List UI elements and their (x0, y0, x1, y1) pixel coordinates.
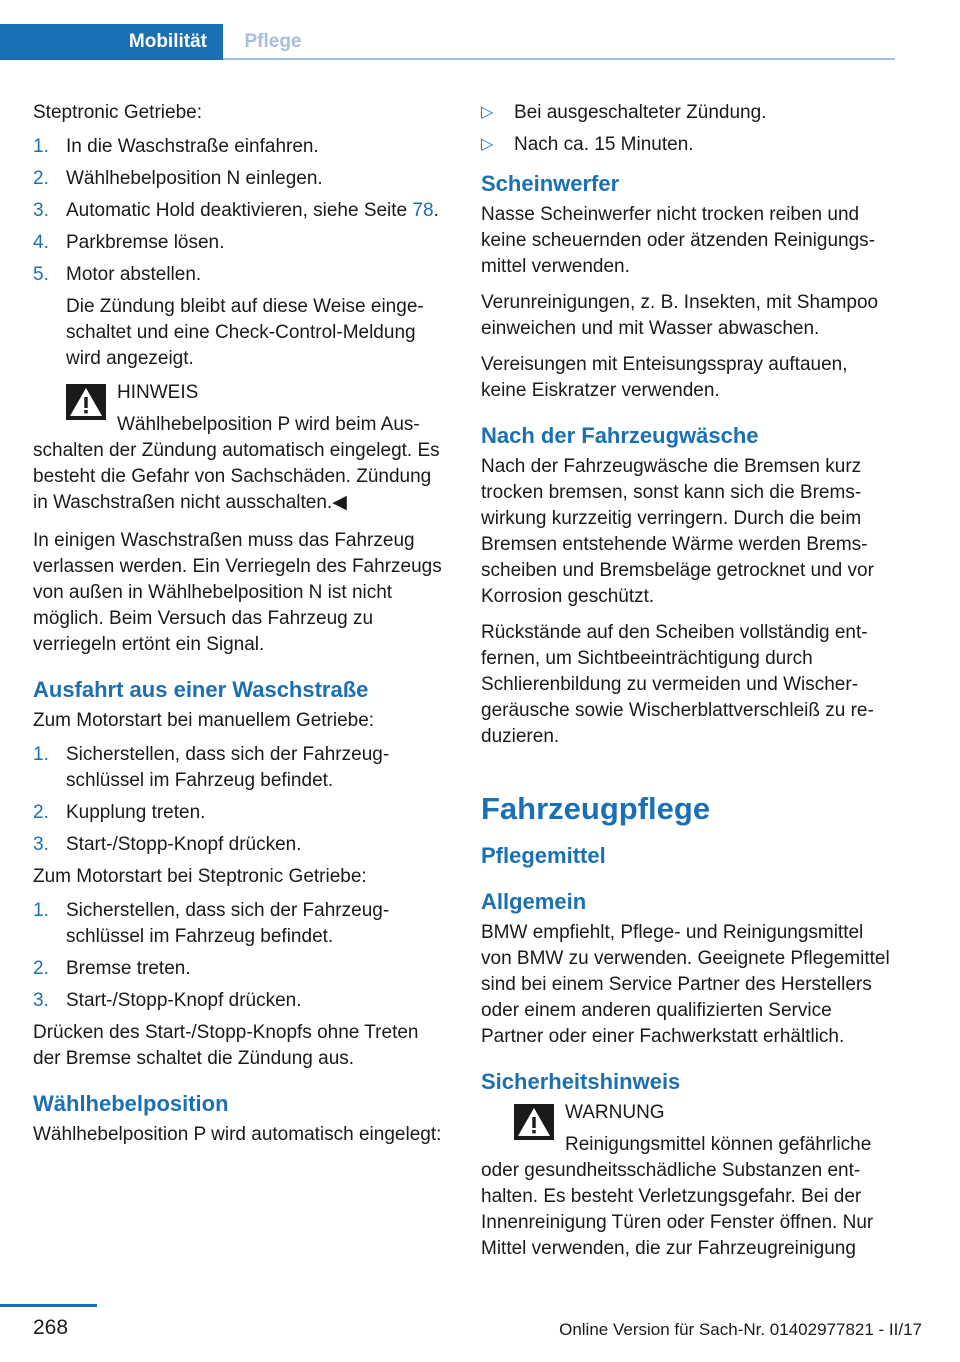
notice-label: HINWEIS (117, 382, 199, 403)
footer-accent-bar (0, 1304, 97, 1307)
step-number: 5. (33, 264, 49, 285)
section-heading-exit: Ausfahrt aus einer Waschstraße (33, 677, 369, 702)
paragraph: Rückstände auf den Scheiben vollständig entfernen, um Sichtbeeinträchtigung durch Schlierenbildung zu vermeiden und Wischergeräusche sowie Wischerblattverschleiß zu reduzieren. (481, 622, 874, 747)
step-text: Bremse treten. (66, 958, 191, 979)
notice-body: Wählhebelposition P wird beim Ausschalten der Zündung automatisch eingelegt. Es besteht die Gefahr von Sachschäden. Zündung in Waschstraßen nicht ausschalten.◀ (33, 414, 440, 513)
list-item (33, 198, 448, 224)
bullet-text: Bei ausgeschalteter Zündung. (514, 102, 767, 123)
step-text: Kupplung treten. (66, 802, 206, 823)
list-item (33, 832, 448, 858)
chapter-tabs (0, 24, 895, 62)
warning-triangle-icon (514, 1104, 554, 1140)
step-text: Automatic Hold deaktivieren, siehe Seite (66, 200, 413, 221)
paragraph: Wählhebelposition P wird automatisch eingelegt: (33, 1124, 442, 1145)
step-text-end: . (433, 200, 439, 221)
list-item (33, 956, 448, 982)
step-number: 1. (33, 136, 49, 157)
step-text: Parkbremse lösen. (66, 232, 225, 253)
section-heading-selector: Wählhebelposition (33, 1091, 229, 1116)
step-number: 2. (33, 958, 49, 979)
section-heading-general: Allgemein (481, 889, 587, 914)
list-item (33, 898, 448, 950)
step-text: Sicherstellen, dass sich der Fahrzeugschlüssel im Fahrzeug befindet. (66, 744, 390, 791)
paragraph: In einigen Waschstraßen muss das Fahrzeug verlassen werden. Ein Verriegeln des Fahrzeugs von außen in Wählhebelposition N ist nicht möglich. Beim Versuch das Fahrzeug zu verriegeln ertönt ein Signal. (33, 530, 442, 655)
list-item (33, 166, 448, 192)
step-note: Die Zündung bleibt auf diese Weise eingeschaltet und eine Check-Control-Meldung wird angezeigt. (66, 296, 424, 369)
list-item (481, 132, 897, 158)
paragraph: Vereisungen mit Enteisungsspray auftauen, keine Eiskratzer verwenden. (481, 354, 848, 401)
hinweis-notice (33, 380, 448, 516)
left-column (33, 100, 448, 1158)
section-heading-care-products: Pflegemittel (481, 843, 606, 868)
list-item (33, 262, 448, 372)
list-item (33, 800, 448, 826)
step-number: 3. (33, 834, 49, 855)
steptronic-intro: Zum Motorstart bei Steptronic Getriebe: (33, 866, 367, 887)
warnung-notice (481, 1100, 897, 1262)
step-number: 2. (33, 802, 49, 823)
triangle-bullet-icon: ▷ (481, 104, 494, 121)
paragraph: Nasse Scheinwerfer nicht trocken reiben und keine scheuernden oder ätzenden Reinigungsmittel verwenden. (481, 204, 876, 277)
warning-triangle-icon (66, 384, 106, 420)
step-text: Start-/Stopp-Knopf drücken. (66, 834, 302, 855)
step-text: Sicherstellen, dass sich der Fahrzeugschlüssel im Fahrzeug befindet. (66, 900, 390, 947)
list-item (33, 134, 448, 160)
step-text: In die Waschstraße einfahren. (66, 136, 319, 157)
notice-label: WARNUNG (565, 1102, 665, 1123)
step-number: 1. (33, 900, 49, 921)
manual-intro: Zum Motorstart bei manuellem Getriebe: (33, 710, 375, 731)
bullet-text: Nach ca. 15 Minuten. (514, 134, 694, 155)
paragraph: BMW empfiehlt, Pflege- und Reinigungsmittel von BMW zu verwenden. Geeignete Pflegemittel sind bei einem Service Partner des Herstellers oder einem anderen qualifizierten Service Partner oder einer Fachwerkstatt erhältlich. (481, 922, 890, 1047)
manual-steps-list (33, 742, 448, 858)
tab-underline (223, 58, 895, 60)
step-number: 2. (33, 168, 49, 189)
step-number: 1. (33, 744, 49, 765)
notice-body: Reinigungsmittel können gefährliche oder gesundheitsschädliche Substanzen enthalten. Es besteht Verletzungsgefahr. Bei der Innenreinigung Türen oder Fenster öffnen. Nur Mittel verwenden, die zur Fahrzeugreinigung (481, 1134, 874, 1259)
online-version-note: Online Version für Sach-Nr. 01402977821 - II/17 (559, 1320, 922, 1339)
step-number: 3. (33, 990, 49, 1011)
paragraph: Nach der Fahrzeugwäsche die Bremsen kurz trocken bremsen, sonst kann sich die Bremswirkung kurzzeitig verringern. Durch die beim Bremsen entstehende Wärme werden Bremsscheiben und Bremsbeläge getrocknet und vor Korrosion geschützt. (481, 456, 874, 607)
paragraph: Verunreinigungen, z. B. Insekten, mit Shampoo einweichen und mit Wasser abwaschen. (481, 292, 879, 339)
section-heading-safety: Sicherheitshinweis (481, 1069, 681, 1094)
right-column (481, 100, 897, 1274)
steptronic-steps-list (33, 898, 448, 1014)
page-number: 268 (33, 1316, 69, 1339)
step-text: Start-/Stopp-Knopf drücken. (66, 990, 302, 1011)
step-text: Motor abstellen. (66, 264, 202, 285)
step-number: 3. (33, 200, 49, 221)
page-reference-link[interactable]: 78 (412, 200, 434, 221)
condition-list (481, 100, 897, 158)
paragraph: Drücken des Start-/Stopp-Knopfs ohne Treten der Bremse schaltet die Zündung aus. (33, 1022, 419, 1069)
triangle-bullet-icon: ▷ (481, 136, 494, 153)
list-item (481, 100, 897, 126)
step-number: 4. (33, 232, 49, 253)
list-item (33, 230, 448, 256)
section-heading-after-wash: Nach der Fahrzeugwäsche (481, 423, 759, 448)
section-heading-headlights: Scheinwerfer (481, 171, 620, 196)
tab-mobilitaet[interactable]: Mobilität (0, 24, 223, 60)
list-item (33, 988, 448, 1014)
steptronic-heading: Steptronic Getriebe: (33, 102, 202, 123)
chapter-heading-vehicle-care: Fahrzeugpflege (481, 791, 711, 826)
tab-pflege[interactable]: Pflege (244, 31, 302, 52)
step-text: Wählhebelposition N einlegen. (66, 168, 323, 189)
list-item (33, 742, 448, 794)
wash-steps-list (33, 134, 448, 372)
